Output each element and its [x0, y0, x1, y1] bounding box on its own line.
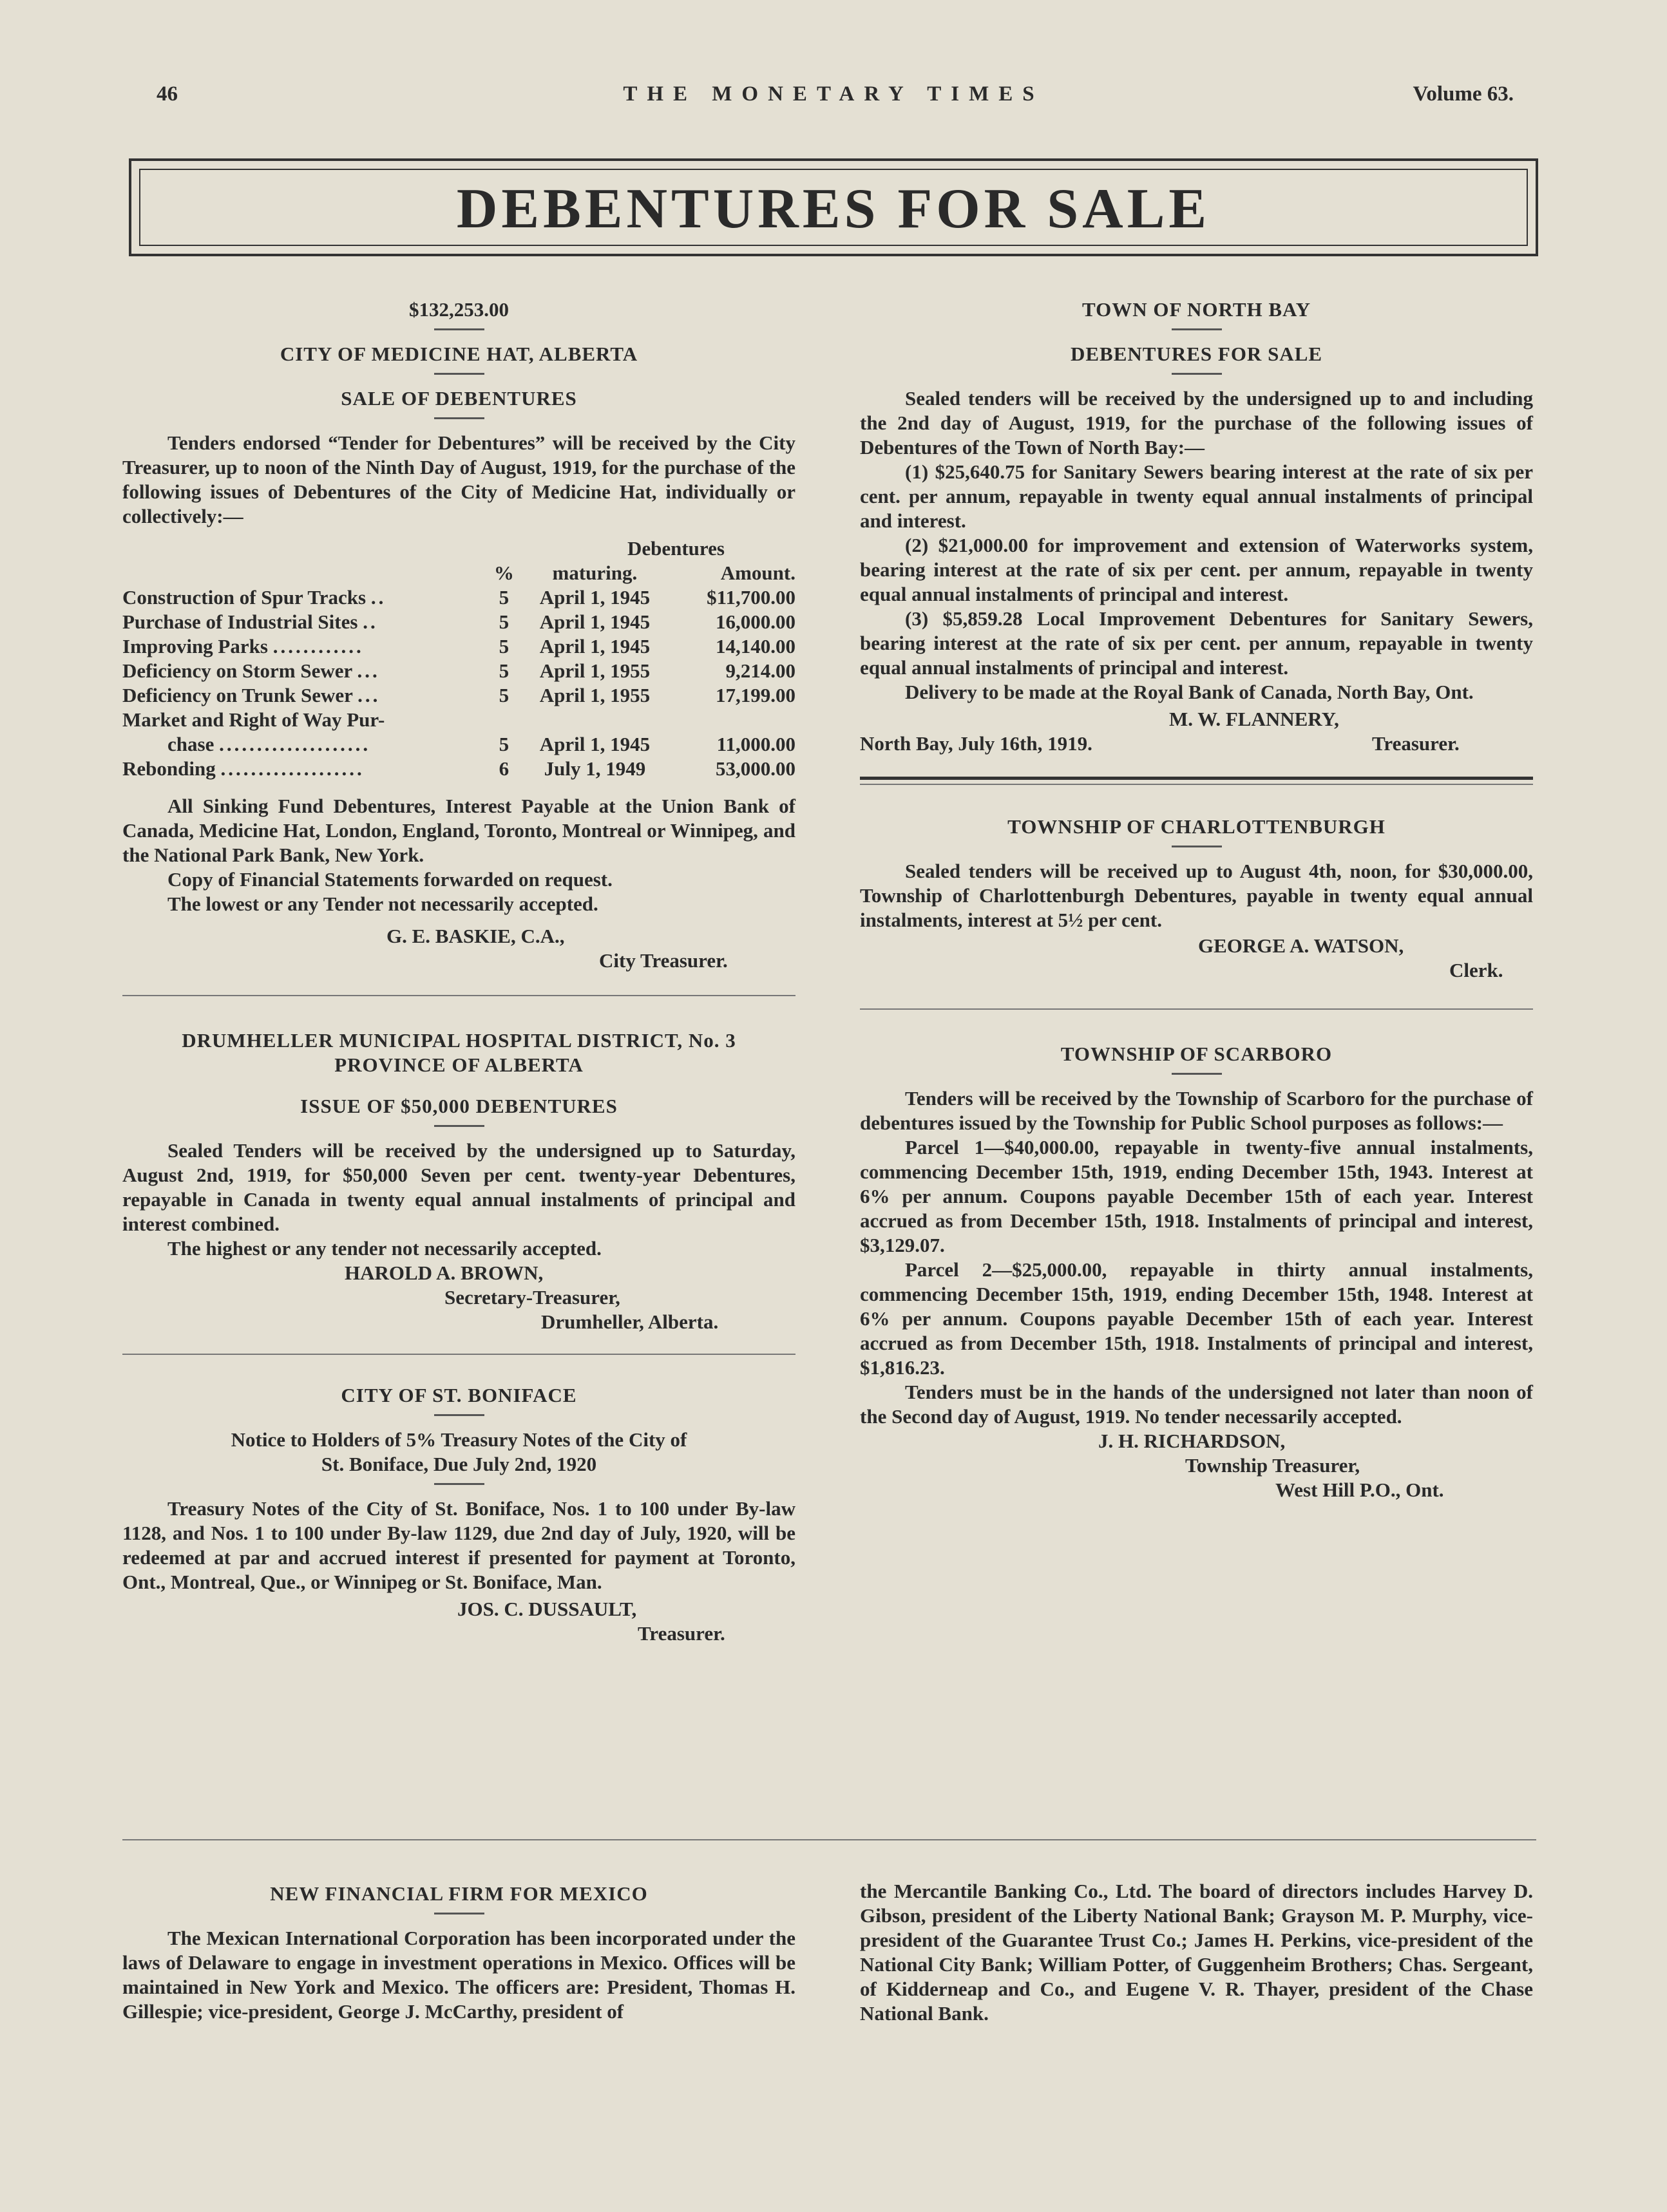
row-name — [122, 585, 490, 610]
st-boniface-para: Treasury Notes of the City of St. Boniface, Nos. 1 to 100 under By-law 1128, and Nos. 1 to 100 under By-law 1129, due 2nd day of July, 1920, will be redeemed at par and accrued interest if presented for payment at Toronto, Ont., Montreal, Que., or Winnipeg or St. Boniface, Man. — [122, 1497, 795, 1593]
row-name — [122, 634, 490, 659]
divider — [1172, 373, 1222, 375]
table-row — [122, 634, 795, 659]
divider — [434, 1125, 484, 1127]
column-header-rate: % — [493, 562, 514, 584]
row-name — [122, 610, 490, 634]
drumheller-title: DRUMHELLER MUNICIPAL HOSPITAL DISTRICT, No. 3 — [182, 1029, 736, 1052]
drumheller-province: PROVINCE OF ALBERTA — [334, 1054, 584, 1076]
row-amount: 53,000.00 — [715, 757, 795, 780]
north-bay-signature-line — [860, 732, 1533, 757]
leader-dots: ... — [357, 684, 381, 706]
section-separator — [122, 1354, 795, 1355]
leader-dots: ................... — [220, 757, 365, 780]
scarboro-parcel-2 — [860, 1258, 1533, 1380]
divider — [434, 373, 484, 375]
separator-line — [860, 777, 1533, 780]
row-date: April 1, 1955 — [539, 684, 651, 706]
medicine-hat-amount: $132,253.00 — [409, 298, 509, 321]
leader-dots: .................... — [219, 733, 371, 755]
leader-dots: ... — [357, 659, 380, 682]
drumheller-para-tenders: Sealed Tenders will be received by the undersigned up to Saturday, August 2nd, 1919, for $50,000 Seven per cent. twenty-year Debentures, repayable in Canada in twenty equal annual instalments of principal and interest combined. — [122, 1139, 795, 1235]
scarboro-parcel-1 — [860, 1135, 1533, 1258]
table-header-row — [122, 536, 795, 561]
mexico-article-right — [860, 1879, 1533, 2026]
st-boniface-subtitle: Notice to Holders of 5% Treasury Notes of the City of — [231, 1428, 687, 1451]
row-rate: 5 — [499, 659, 510, 682]
scarboro-para-deadline: Tenders must be in the hands of the undersigned not later than noon of the Second day of August, 1919. No tender necessarily accepted. — [860, 1381, 1533, 1428]
medicine-hat-title: CITY OF MEDICINE HAT, ALBERTA — [280, 343, 638, 365]
row-amount: $11,700.00 — [707, 586, 795, 609]
drumheller-signature-place: Drumheller, Alberta. — [541, 1310, 719, 1333]
row-name-text: Deficiency on Storm Sewer — [122, 659, 352, 682]
banner-frame — [129, 158, 1538, 256]
medicine-hat-intro — [122, 431, 795, 529]
leader-dots: ............ — [272, 635, 364, 657]
debentures-table — [122, 536, 795, 781]
north-bay-item-1: (1) $25,640.75 for Sanitary Sewers bearing interest at the rate of six per cent. per annum, repayable in twenty equal annual instalments of principal and interest. — [860, 460, 1533, 532]
column-header-debentures: Debentures — [627, 537, 725, 560]
medicine-hat-signature-title: City Treasurer. — [599, 949, 728, 972]
volume-number: Volume 63. — [1413, 82, 1514, 106]
parcel-1-text: —$40,000.00, repayable in twenty-five annual instalments, commencing December 15th, 1919, ending December 15th, 1943. Interest at 6% per annum. Coupons payable December 15th of each year. Interest accrued as from December 15th, 1918. Instalments of principal and interest, $3,129.07. — [860, 1136, 1533, 1256]
row-amount: 9,214.00 — [725, 659, 795, 682]
row-amount: 11,000.00 — [716, 733, 795, 755]
publication-title: THE MONETARY TIMES — [623, 82, 1044, 106]
intro-text-end: for the purchase of the following issues of Debentures of the City of Medicine Hat, individually or collectively:— — [122, 456, 796, 527]
st-boniface-notice — [122, 1383, 795, 1646]
left-column — [122, 290, 795, 1646]
table-row — [122, 757, 795, 781]
table-header-row — [122, 561, 795, 585]
scarboro-signature-place: West Hill P.O., Ont. — [1275, 1479, 1444, 1501]
st-boniface-subtitle-line2: St. Boniface, Due July 2nd, 1920 — [321, 1453, 597, 1475]
divider — [1172, 1073, 1222, 1075]
row-amount: 16,000.00 — [715, 610, 795, 633]
medicine-hat-subtitle: SALE OF DEBENTURES — [341, 387, 577, 410]
north-bay-subtitle: DEBENTURES FOR SALE — [1070, 343, 1323, 365]
divider — [434, 1913, 484, 1914]
row-date: July 1, 1949 — [544, 757, 646, 780]
separator-line — [860, 784, 1533, 785]
st-boniface-title: CITY OF ST. BONIFACE — [341, 1384, 577, 1406]
table-row — [122, 708, 795, 732]
intro-date: Ninth Day of August, 1919, — [366, 456, 597, 478]
parcel-2-text: —$25,000.00, repayable in thirty annual instalments, commencing December 15th, 1919, ending December 15th, 1948. Interest at 6% per annum. Coupons payable December 15th of each year. Interest accrued as from December 15th, 1918. Instalments of principal and interest, $1,816.23. — [860, 1258, 1533, 1379]
section-separator-double — [860, 777, 1533, 785]
row-name: Market and Right of Way Pur- — [122, 708, 385, 731]
leader-dots: .. — [363, 610, 378, 633]
north-bay-title: TOWN OF NORTH BAY — [1082, 298, 1311, 321]
medicine-hat-para-statements: Copy of Financial Statements forwarded on request. — [167, 868, 613, 891]
leader-dots: .. — [370, 586, 386, 609]
medicine-hat-para-sinking-fund: All Sinking Fund Debentures, Interest Payable at the Union Bank of Canada, Medicine Hat, London, England, Toronto, Montreal or Winnipeg, and the National Park Bank, New York. — [122, 795, 795, 866]
charlottenburgh-title: TOWNSHIP OF CHARLOTTENBURGH — [1007, 815, 1386, 838]
table-row — [122, 610, 795, 634]
parcel-1-label: Parcel 1 — [905, 1136, 985, 1158]
divider — [434, 1414, 484, 1416]
row-name-text: Rebonding — [122, 757, 216, 780]
section-separator — [122, 995, 795, 996]
row-name — [122, 757, 490, 781]
divider — [434, 1483, 484, 1485]
row-name-text: Deficiency on Trunk Sewer — [122, 684, 353, 706]
divider — [434, 417, 484, 419]
mexico-article-left — [122, 1882, 795, 2024]
scarboro-signature-title: Township Treasurer, — [1185, 1454, 1360, 1477]
row-rate: 5 — [499, 635, 510, 657]
scarboro-title: TOWNSHIP OF SCARBORO — [1060, 1043, 1333, 1065]
section-separator — [122, 1839, 1536, 1840]
row-date: April 1, 1955 — [539, 659, 651, 682]
row-name — [122, 659, 490, 683]
scarboro-signature-name: J. H. RICHARDSON, — [1098, 1430, 1286, 1452]
row-rate: 5 — [499, 610, 510, 633]
north-bay-notice — [860, 298, 1533, 757]
row-rate: 5 — [499, 684, 510, 706]
row-rate: 5 — [499, 733, 510, 755]
row-name-text: chase — [167, 733, 214, 755]
section-separator — [860, 1008, 1533, 1010]
medicine-hat-signature-name: G. E. BASKIE, C.A., — [386, 925, 565, 947]
row-amount: 17,199.00 — [715, 684, 795, 706]
north-bay-signature-title: Treasurer. — [1372, 732, 1460, 755]
medicine-hat-notice — [122, 298, 795, 973]
scarboro-para-tenders: Tenders will be received by the Township of Scarboro for the purchase of debentures issued by the Township for Public School purposes as follows:— — [860, 1087, 1533, 1134]
row-date: April 1, 1945 — [539, 586, 651, 609]
drumheller-para-acceptance: The highest or any tender not necessarily accepted. — [167, 1237, 602, 1260]
parcel-2-label: Parcel 2 — [905, 1258, 993, 1281]
row-name — [122, 732, 490, 757]
mexico-article-title: NEW FINANCIAL FIRM FOR MEXICO — [270, 1882, 648, 1905]
north-bay-item-2: (2) $21,000.00 for improvement and extension of Waterworks system, bearing interest at the rate of six per cent. per annum, repayable in twenty equal annual instalments of principal and interest. — [860, 534, 1533, 605]
banner-title: DEBENTURES FOR SALE — [456, 178, 1211, 240]
row-date: April 1, 1945 — [539, 610, 651, 633]
medicine-hat-para-tender: The lowest or any Tender not necessarily accepted. — [167, 893, 598, 915]
table-row — [122, 659, 795, 683]
north-bay-date: North Bay, July 16th, 1919. — [860, 732, 1092, 755]
row-name-text: Construction of Spur Tracks — [122, 586, 367, 609]
divider — [1172, 328, 1222, 330]
divider — [1172, 846, 1222, 847]
st-boniface-signature-title: Treasurer. — [638, 1622, 725, 1645]
charlottenburgh-signature-name: GEORGE A. WATSON, — [1198, 934, 1404, 957]
page-number: 46 — [157, 82, 178, 106]
row-date: April 1, 1945 — [539, 733, 651, 755]
charlottenburgh-para: Sealed tenders will be received up to August 4th, noon, for $30,000.00, Township of Charlottenburgh Debentures, payable in twenty equal annual instalments, interest at 5½ per cent. — [860, 860, 1533, 931]
row-name-text: Purchase of Industrial Sites — [122, 610, 358, 633]
drumheller-notice — [122, 1028, 795, 1334]
north-bay-para-delivery: Delivery to be made at the Royal Bank of Canada, North Bay, Ont. — [905, 681, 1474, 703]
mexico-article-para-continued: the Mercantile Banking Co., Ltd. The board of directors includes Harvey D. Gibson, president of the Liberty National Bank; Grayson M. P. Murphy, vice-president of the Guarantee Trust Co.; James H. Perkins, vice-president of the National City Bank; William Potter, of Guggenheim Brothers; Chas. Sergeant, of Kidderneap and Co., and Eugene V. R. Thayer, president of the Chase National Bank. — [860, 1880, 1533, 2025]
charlottenburgh-notice — [860, 815, 1533, 983]
row-rate: 5 — [499, 586, 510, 609]
right-column — [860, 290, 1533, 1502]
scarboro-notice — [860, 1042, 1533, 1502]
row-rate: 6 — [499, 757, 510, 780]
north-bay-para-tenders: Sealed tenders will be received by the undersigned up to and including the 2nd day of August, 1919, for the purchase of the following issues of Debentures of the Town of North Bay:— — [860, 387, 1533, 458]
mexico-article-para: The Mexican International Corporation has been incorporated under the laws of Delaware to engage in investment operations in Mexico. Offices will be maintained in New York and Mexico. The officers are: President, Thomas H. Gillespie; vice-president, George J. McCarthy, president of — [122, 1927, 795, 2023]
table-row — [122, 585, 795, 610]
divider — [434, 328, 484, 330]
row-name — [122, 683, 490, 708]
row-amount: 14,140.00 — [715, 635, 795, 657]
st-boniface-signature-name: JOS. C. DUSSAULT, — [457, 1598, 637, 1620]
column-header-maturing: maturing. — [552, 562, 638, 584]
column-header-amount: Amount. — [720, 562, 795, 584]
charlottenburgh-signature-title: Clerk. — [1449, 959, 1503, 981]
north-bay-item-3: (3) $5,859.28 Local Improvement Debentures for Sanitary Sewers, bearing interest at the rate of six per cent. per annum, repayable in twenty equal annual instalments of principal and interest. — [860, 607, 1533, 679]
intro-text: Tenders endorsed “Tender for Debentures” will be received by the City Treasurer, up to noon of the — [122, 431, 795, 478]
row-date: April 1, 1945 — [539, 635, 651, 657]
row-name-text: Improving Parks — [122, 635, 268, 657]
drumheller-signature-title: Secretary-Treasurer, — [444, 1286, 620, 1309]
drumheller-subtitle: ISSUE OF $50,000 DEBENTURES — [300, 1095, 618, 1117]
table-row — [122, 732, 795, 757]
table-row — [122, 683, 795, 708]
north-bay-signature-name: M. W. FLANNERY, — [1169, 708, 1339, 730]
drumheller-signature-name: HAROLD A. BROWN, — [345, 1262, 544, 1284]
